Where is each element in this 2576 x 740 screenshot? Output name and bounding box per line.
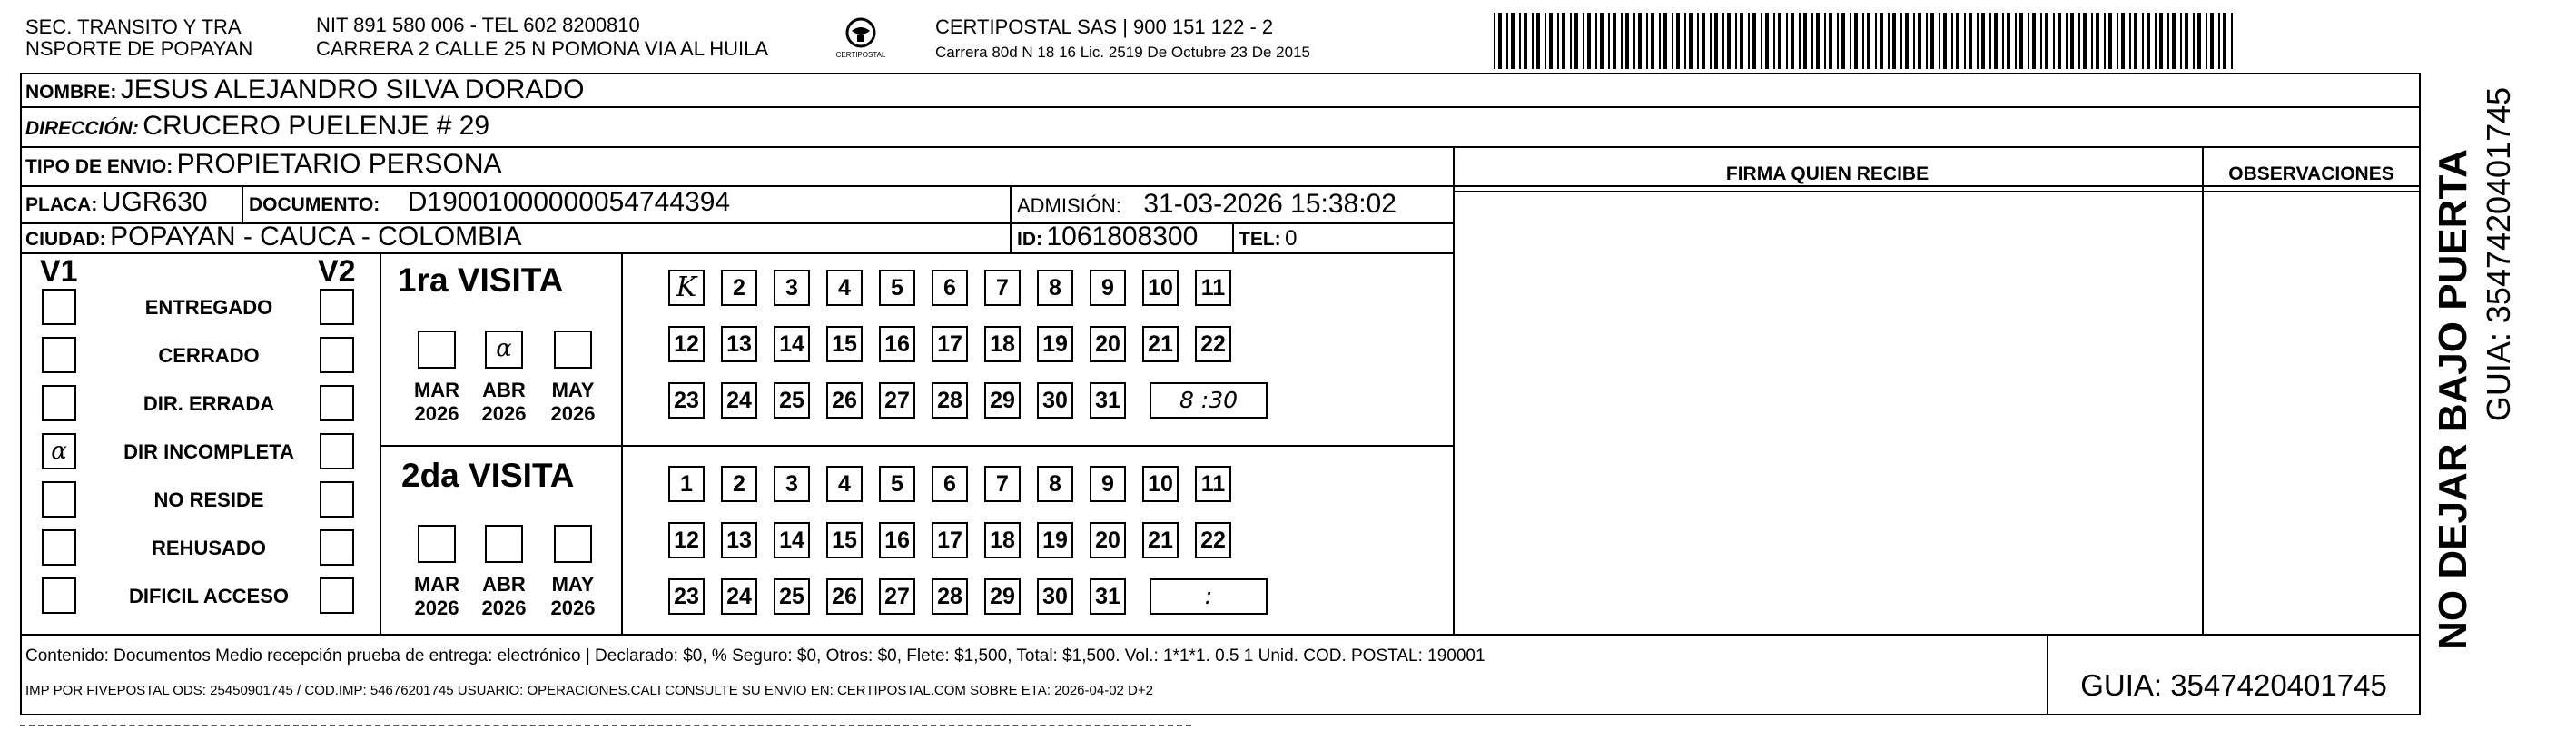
barcode-bar (1511, 13, 1515, 69)
day-box-24[interactable]: 24 (721, 382, 757, 419)
placa-label: PLACA: (25, 194, 98, 215)
v1-checkbox[interactable] (42, 337, 76, 373)
barcode-bar (1880, 13, 1883, 69)
day-box-19[interactable]: 19 (1037, 326, 1073, 362)
barcode (1494, 13, 2234, 69)
barcode-bar (2147, 13, 2150, 69)
barcode-bar (1684, 13, 1686, 69)
barcode-bar (1651, 13, 1654, 69)
tipo-envio-row (25, 149, 502, 184)
day-box-11[interactable]: 11 (1195, 270, 1231, 306)
barcode-bar (2134, 13, 2137, 69)
day-box-27[interactable]: 27 (879, 578, 915, 615)
status-label: DIR. ERRADA (143, 392, 275, 415)
year-label: 2026 (414, 597, 459, 619)
barcode-bar (2129, 13, 2131, 69)
barcode-bar (2070, 13, 2074, 69)
barcode-bar (1532, 13, 1534, 69)
day-box-20[interactable]: 20 (1090, 522, 1126, 558)
barcode-bar (1841, 13, 1845, 69)
id-field (1017, 222, 1198, 257)
day-box-17[interactable]: 17 (932, 326, 968, 362)
barcode-bar (1574, 13, 1578, 69)
day-box-18[interactable]: 18 (984, 326, 1021, 362)
barcode-bar (1981, 13, 1985, 69)
v2-checkbox[interactable] (320, 433, 354, 469)
sender-address: CARRERA 2 CALLE 25 N POMONA VIA AL HUILA (316, 37, 769, 60)
day-box-6[interactable]: 6 (932, 466, 968, 502)
year-label: 2026 (550, 597, 596, 619)
day-box-31[interactable]: 31 (1090, 382, 1126, 419)
barcode-bar (2218, 13, 2220, 69)
month-label: MAY (551, 573, 595, 596)
barcode-bar (1816, 13, 1820, 69)
barcode-bar (1824, 13, 1826, 69)
direccion-row (25, 111, 489, 146)
v1-checkbox[interactable]: ɑ (42, 433, 76, 469)
barcode-bar (1994, 13, 1998, 69)
time-box[interactable]: : (1150, 578, 1268, 615)
day-box-28[interactable]: 28 (932, 382, 968, 419)
barcode-bar (1583, 13, 1584, 69)
barcode-bar (2108, 13, 2112, 69)
day-box-8[interactable]: 8 (1037, 270, 1073, 306)
barcode-bar (1867, 13, 1870, 69)
barcode-bar (1646, 13, 1648, 69)
admision-value: 31-03-2026 15:38:02 (1143, 189, 1397, 219)
year-label: 2026 (481, 597, 527, 619)
admision-label: ADMISIÓN: (1017, 194, 1121, 217)
nombre-value: JESUS ALEJANDRO SILVA DORADO (120, 74, 585, 104)
day-box-6[interactable]: 6 (932, 270, 968, 306)
barcode-bar (2104, 13, 2106, 69)
barcode-bar (1519, 13, 1521, 69)
year-label: 2026 (481, 402, 527, 425)
barcode-bar (1498, 13, 1502, 69)
barcode-bar (1663, 13, 1667, 69)
barcode-bar (1633, 13, 1635, 69)
barcode-bar (1850, 13, 1851, 69)
barcode-bar (1600, 13, 1604, 69)
day-box-5[interactable]: 5 (879, 466, 915, 502)
visit2-title: 2da VISITA (401, 457, 575, 494)
observaciones-header: OBSERVACIONES (2228, 163, 2394, 184)
day-box-12[interactable]: 12 (668, 522, 705, 558)
day-box-4[interactable]: 4 (826, 466, 863, 502)
barcode-bar (1918, 13, 1921, 69)
barcode-bar (1930, 13, 1934, 69)
ciudad-field (25, 222, 522, 257)
barcode-bar (1803, 13, 1807, 69)
barcode-bar (1811, 13, 1813, 69)
barcode-bar (1956, 13, 1959, 69)
placa-field (25, 187, 208, 222)
barcode-bar (1659, 13, 1661, 69)
day-box-23[interactable]: 23 (668, 578, 705, 615)
barcode-bar (1862, 13, 1864, 69)
day-box-26[interactable]: 26 (826, 578, 863, 615)
barcode-bar (2231, 13, 2233, 69)
barcode-bar (2185, 13, 2188, 69)
status-label: DIFICIL ACCESO (128, 585, 289, 607)
day-box-25[interactable]: 25 (774, 578, 810, 615)
day-box-18[interactable]: 18 (984, 522, 1021, 558)
day-box-7[interactable]: 7 (984, 466, 1021, 502)
v1-checkbox[interactable] (42, 385, 76, 421)
sender-name-line2: NSPORTE DE POPAYAN (25, 37, 253, 60)
day-box-30[interactable]: 30 (1037, 578, 1073, 615)
barcode-bar (1791, 13, 1794, 69)
month-label: MAY (551, 379, 595, 401)
day-box-17[interactable]: 17 (932, 522, 968, 558)
barcode-bar (1506, 13, 1508, 69)
day-box-10[interactable]: 10 (1142, 466, 1179, 502)
certipostal-logo (824, 11, 897, 65)
v1-checkbox[interactable] (42, 577, 76, 614)
day-box-29[interactable]: 29 (984, 382, 1021, 419)
day-box-3[interactable]: 3 (774, 270, 810, 306)
barcode-bar (2015, 13, 2017, 69)
v2-checkbox[interactable] (320, 289, 354, 325)
status-label: NO RESIDE (153, 488, 264, 511)
day-box-29[interactable]: 29 (984, 578, 1021, 615)
v2-checkbox[interactable] (320, 529, 354, 566)
barcode-bar (2193, 13, 2195, 69)
day-box-4[interactable]: 4 (826, 270, 863, 306)
day-box-8[interactable]: 8 (1037, 466, 1073, 502)
v1-checkbox[interactable] (42, 529, 76, 566)
barcode-bar (2045, 13, 2048, 69)
side-panel (2426, 73, 2571, 717)
admision-field (1017, 189, 1397, 224)
barcode-bar (2121, 13, 2125, 69)
barcode-bar (2180, 13, 2182, 69)
month-label: MAR (413, 379, 460, 401)
barcode-bar (2002, 13, 2004, 69)
v1-header: V1 (40, 254, 78, 289)
status-label: DIR INCOMPLETA (123, 440, 294, 463)
day-box-22[interactable]: 22 (1195, 326, 1231, 362)
barcode-bar (2155, 13, 2157, 69)
barcode-bar (1748, 13, 1750, 69)
day-box-16[interactable]: 16 (879, 522, 915, 558)
direccion-value: CRUCERO PUELENJE # 29 (143, 111, 490, 141)
day-box-3[interactable]: 3 (774, 466, 810, 502)
barcode-bar (1854, 13, 1858, 69)
side-guia: GUIA: 3547420401745 (2480, 86, 2517, 422)
day-box-9[interactable]: 9 (1090, 270, 1126, 306)
barcode-bar (2040, 13, 2042, 69)
barcode-bar (2197, 13, 2201, 69)
contenido-line: Contenido: Documentos Medio recepción prueba de entrega: electrónico | Declarado: $0, % Seguro: $0, Otros: $0, Flete: $1,500, Total: $1,500. Vol.: 1*1*1. 0.5 1 Unid. COD. POSTAL: 190001 (25, 646, 1485, 666)
barcode-bar (1722, 13, 1724, 69)
barcode-bar (1888, 13, 1890, 69)
barcode-bar (1778, 13, 1781, 69)
barcode-bar (2159, 13, 2163, 69)
id-label: ID: (1017, 229, 1042, 250)
day-box-12[interactable]: 12 (668, 326, 705, 362)
barcode-bar (2117, 13, 2118, 69)
ciudad-label: CIUDAD: (25, 229, 106, 250)
documento-value: D19001000000054744394 (407, 187, 731, 217)
barcode-bar (1562, 13, 1565, 69)
day-box-21[interactable]: 21 (1142, 522, 1179, 558)
month-checkbox-may[interactable] (554, 331, 592, 369)
barcode-bar (2091, 13, 2093, 69)
barcode-bar (2078, 13, 2080, 69)
month-checkbox-mar[interactable] (418, 525, 456, 563)
barcode-bar (1727, 13, 1731, 69)
tel-label: TEL: (1239, 229, 1281, 250)
day-box-13[interactable]: 13 (721, 522, 757, 558)
tel-field (1239, 223, 1297, 257)
barcode-bar (1714, 13, 1718, 69)
day-box-31[interactable]: 31 (1090, 578, 1126, 615)
day-box-15[interactable]: 15 (826, 326, 863, 362)
barcode-bar (2053, 13, 2055, 69)
barcode-bar (1702, 13, 1705, 69)
barcode-bar (1913, 13, 1915, 69)
barcode-bar (1545, 13, 1546, 69)
day-box-7[interactable]: 7 (984, 270, 1021, 306)
day-box-26[interactable]: 26 (826, 382, 863, 419)
barcode-bar (1697, 13, 1699, 69)
status-label: CERRADO (158, 344, 260, 367)
day-box-23[interactable]: 23 (668, 382, 705, 419)
month-checkbox-mar[interactable] (418, 331, 456, 369)
day-box-20[interactable]: 20 (1090, 326, 1126, 362)
barcode-bar (1989, 13, 1991, 69)
barcode-bar (2167, 13, 2169, 69)
barcode-bar (1765, 13, 1769, 69)
barcode-bar (2083, 13, 2087, 69)
v2-checkbox[interactable] (320, 481, 354, 518)
day-box-1[interactable]: K (668, 270, 705, 306)
tipo-envio-label: TIPO DE ENVIO: (25, 156, 173, 177)
barcode-bar (1536, 13, 1540, 69)
day-box-2[interactable]: 2 (721, 466, 757, 502)
barcode-bar (2172, 13, 2176, 69)
day-box-19[interactable]: 19 (1037, 522, 1073, 558)
day-box-1[interactable]: 1 (668, 466, 705, 502)
day-box-14[interactable]: 14 (774, 522, 810, 558)
barcode-bar (1926, 13, 1928, 69)
barcode-bar (2032, 13, 2036, 69)
barcode-bar (1740, 13, 1743, 69)
v2-checkbox[interactable] (320, 337, 354, 373)
barcode-bar (1595, 13, 1597, 69)
barcode-bar (1964, 13, 1966, 69)
barcode-bar (1892, 13, 1896, 69)
day-box-24[interactable]: 24 (721, 578, 757, 615)
day-box-11[interactable]: 11 (1195, 466, 1231, 502)
month-label: MAR (413, 573, 460, 596)
barcode-bar (2028, 13, 2029, 69)
barcode-bar (2210, 13, 2214, 69)
day-box-5[interactable]: 5 (879, 270, 915, 306)
id-value: 1061808300 (1046, 222, 1199, 252)
imp-line: IMP POR FIVEPOSTAL ODS: 25450901745 / COD.IMP: 54676201745 USUARIO: OPERACIONES.CALI CONSULTE SU ENVIO EN: CERTIPOSTAL.COM SOBRE ETA: 2026-04-02 D+2 (25, 683, 1153, 698)
barcode-bar (1905, 13, 1909, 69)
barcode-bar (2019, 13, 2023, 69)
barcode-bar (1621, 13, 1623, 69)
barcode-bar (1613, 13, 1616, 69)
visit1-title: 1ra VISITA (398, 261, 564, 299)
month-checkbox-may[interactable] (554, 525, 592, 563)
barcode-bar (1524, 13, 1527, 69)
barcode-bar (1672, 13, 1673, 69)
barcode-bar (1494, 13, 1495, 69)
barcode-bar (1799, 13, 1801, 69)
nombre-row (25, 74, 584, 110)
barcode-bar (1773, 13, 1775, 69)
day-box-30[interactable]: 30 (1037, 382, 1073, 419)
tel-value: 0 (1285, 226, 1298, 251)
barcode-bar (1977, 13, 1979, 69)
day-box-25[interactable]: 25 (774, 382, 810, 419)
barcode-bar (1735, 13, 1737, 69)
barcode-bar (2066, 13, 2068, 69)
status-label: ENTREGADO (144, 296, 273, 319)
day-box-21[interactable]: 21 (1142, 326, 1179, 362)
firma-header: FIRMA QUIEN RECIBE (1725, 163, 1930, 184)
barcode-bar (2206, 13, 2207, 69)
time-box[interactable]: 8 :30 (1150, 382, 1268, 419)
placa-value: UGR630 (101, 187, 208, 217)
company-info: CERTIPOSTAL SAS | 900 151 122 - 2 (935, 15, 1274, 38)
barcode-bar (1549, 13, 1553, 69)
month-checkbox-abr[interactable]: ɑ (485, 331, 523, 369)
status-label: REHUSADO (152, 537, 266, 559)
day-box-2[interactable]: 2 (721, 270, 757, 306)
documento-label: DOCUMENTO: (249, 194, 380, 215)
year-label: 2026 (550, 402, 596, 425)
month-label: ABR (482, 573, 526, 596)
day-box-9[interactable]: 9 (1090, 466, 1126, 502)
v2-checkbox[interactable] (320, 577, 354, 614)
barcode-bar (1951, 13, 1953, 69)
tipo-envio-value: PROPIETARIO PERSONA (176, 149, 502, 179)
month-checkbox-abr[interactable] (485, 525, 523, 563)
barcode-bar (2058, 13, 2061, 69)
day-box-27[interactable]: 27 (879, 382, 915, 419)
nombre-label: NOMBRE: (25, 82, 117, 103)
barcode-bar (1625, 13, 1629, 69)
barcode-bar (1557, 13, 1559, 69)
barcode-bar (1943, 13, 1947, 69)
day-box-28[interactable]: 28 (932, 578, 968, 615)
day-box-22[interactable]: 22 (1195, 522, 1231, 558)
month-label: ABR (482, 379, 526, 401)
barcode-bar (1638, 13, 1642, 69)
no-dejar-warning: NO DEJAR BAJO PUERTA (2431, 149, 2475, 650)
barcode-bar (2142, 13, 2144, 69)
barcode-bar (1875, 13, 1877, 69)
v1-checkbox[interactable] (42, 289, 76, 325)
sender-name-line1: SEC. TRANSITO Y TRA (25, 15, 242, 38)
day-box-16[interactable]: 16 (879, 326, 915, 362)
barcode-bar (2096, 13, 2099, 69)
barcode-bar (1761, 13, 1762, 69)
day-box-13[interactable]: 13 (721, 326, 757, 362)
cut-line (20, 725, 1191, 726)
v1-checkbox[interactable] (42, 481, 76, 518)
day-box-14[interactable]: 14 (774, 326, 810, 362)
barcode-bar (1608, 13, 1610, 69)
barcode-bar (1710, 13, 1712, 69)
barcode-bar (1939, 13, 1940, 69)
direccion-label: DIRECCIÓN: (25, 118, 139, 139)
year-label: 2026 (414, 402, 459, 425)
day-box-10[interactable]: 10 (1142, 270, 1179, 306)
barcode-bar (1570, 13, 1572, 69)
documento-field (249, 187, 730, 222)
barcode-bar (1837, 13, 1839, 69)
day-box-15[interactable]: 15 (826, 522, 863, 558)
barcode-bar (1752, 13, 1756, 69)
barcode-bar (1900, 13, 1902, 69)
barcode-bar (1829, 13, 1832, 69)
barcode-bar (1786, 13, 1788, 69)
barcode-bar (2007, 13, 2010, 69)
v2-checkbox[interactable] (320, 385, 354, 421)
ciudad-value: POPAYAN - CAUCA - COLOMBIA (110, 222, 522, 252)
sender-nit: NIT 891 580 006 - TEL 602 8200810 (316, 14, 640, 36)
barcode-bar (1689, 13, 1693, 69)
barcode-bar (1676, 13, 1680, 69)
barcode-bar (1587, 13, 1591, 69)
v2-header: V2 (318, 254, 356, 289)
footer-guia: GUIA: 3547420401745 (2080, 668, 2387, 702)
barcode-bar (1969, 13, 1972, 69)
logo-text: CERTIPOSTAL (835, 51, 886, 59)
barcode-bar (2223, 13, 2226, 69)
company-license: Carrera 80d N 18 16 Lic. 2519 De Octubre 23 De 2015 (935, 44, 1310, 61)
